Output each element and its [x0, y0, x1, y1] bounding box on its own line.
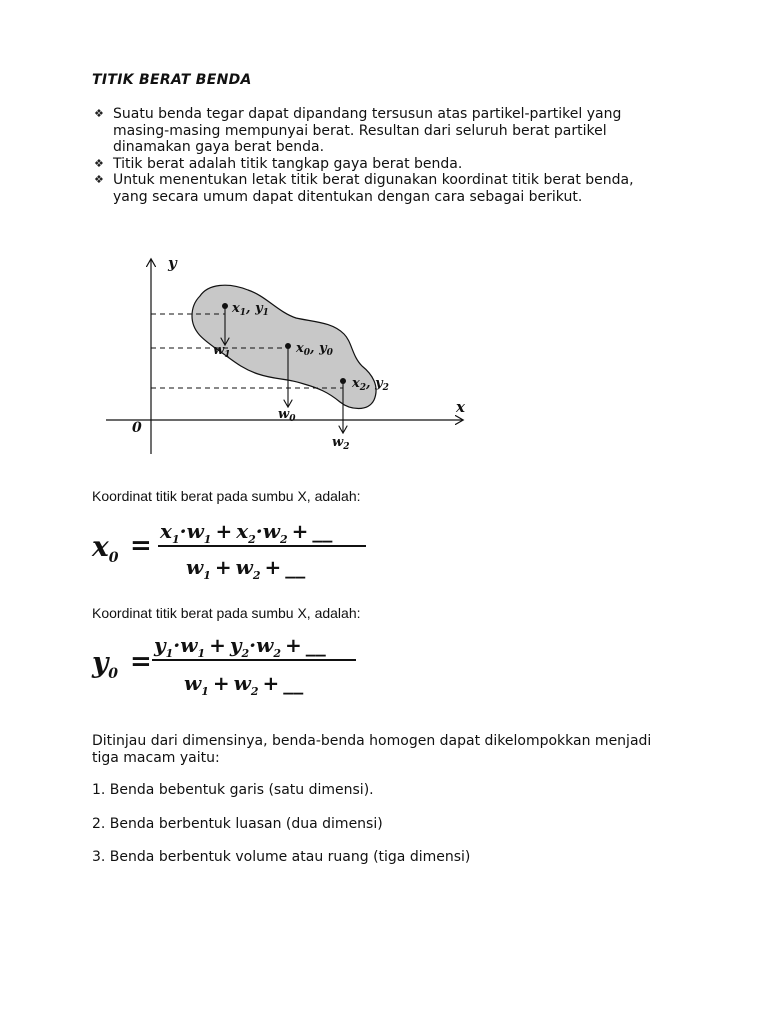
diamond-bullet-icon: ❖ — [94, 173, 104, 186]
y-axis-label: y — [168, 254, 177, 272]
bullet-list — [92, 106, 672, 205]
weight-2-label: $w_2$ — [332, 435, 350, 452]
dimension-paragraph: Ditinjau dari dimensinya, benda-benda homogen dapat dikelompokkan menjadi tiga macam yaitu: — [92, 733, 652, 766]
label-y-coordinate: Koordinat titik berat pada sumbu X, adalah: — [92, 605, 361, 621]
bullet-text: Suatu benda tegar dapat dipandang tersusun atas partikel-partikel yang masing-masing mempunyai berat. Resultan dari seluruh berat partikel dinamakan gaya berat benda. — [113, 106, 622, 155]
formula-x0 — [90, 510, 390, 582]
formula-y0-numerator: $y_1\cdot w_1 + y_2\cdot w_2$ + __ — [154, 633, 326, 660]
point-0-label: $x_0$, $y_0$ — [296, 341, 333, 358]
formula-x0-numerator: $x_1\cdot w_1 + x_2\cdot w_2$ + __ — [160, 519, 333, 546]
bullet-item — [92, 106, 672, 156]
bullet-text: Titik berat adalah titik tangkap gaya berat benda. — [113, 155, 463, 172]
list-item: 2. Benda berbentuk luasan (dua dimensi) — [92, 816, 383, 832]
point-2-dot — [340, 378, 346, 384]
page-title: TITIK BERAT BENDA — [92, 72, 252, 88]
point-2-label: $x_2$, $y_2$ — [352, 376, 389, 393]
weight-0-label: $w_0$ — [278, 407, 296, 424]
point-1-dot — [222, 303, 228, 309]
formula-y0-lhs: $y_0$ — [92, 646, 119, 682]
label-x-coordinate: Koordinat titik berat pada sumbu X, adalah: — [92, 488, 361, 504]
formula-y0-denominator: $w_1 + w_2$ + __ — [184, 671, 304, 698]
origin-label: 0 — [132, 420, 142, 436]
formula-y0 — [90, 628, 390, 700]
point-0-dot — [285, 343, 291, 349]
bullet-text: Untuk menentukan letak titik berat digunakan koordinat titik berat benda, yang secara umum dapat ditentukan dengan cara sebagai berikut. — [113, 172, 634, 205]
center-of-gravity-diagram — [100, 248, 480, 460]
point-1-label: $x_1$, $y_1$ — [232, 301, 269, 318]
formula-y0-equals: = — [130, 647, 152, 677]
diamond-bullet-icon: ❖ — [94, 156, 104, 170]
formula-x0-denominator: $w_1 + w_2$ + __ — [186, 555, 306, 582]
formula-x0-lhs: $x_0$ — [92, 530, 119, 566]
list-item: 1. Benda bebentuk garis (satu dimensi). — [92, 782, 374, 798]
formula-x0-equals: = — [130, 531, 152, 561]
bullet-item — [92, 156, 672, 173]
bullet-item — [92, 172, 672, 205]
list-item: 3. Benda berbentuk volume atau ruang (tiga dimensi) — [92, 849, 471, 865]
weight-1-label: $w_1$ — [213, 343, 231, 360]
x-axis-label: x — [456, 398, 465, 416]
diamond-bullet-icon: ❖ — [94, 107, 104, 120]
